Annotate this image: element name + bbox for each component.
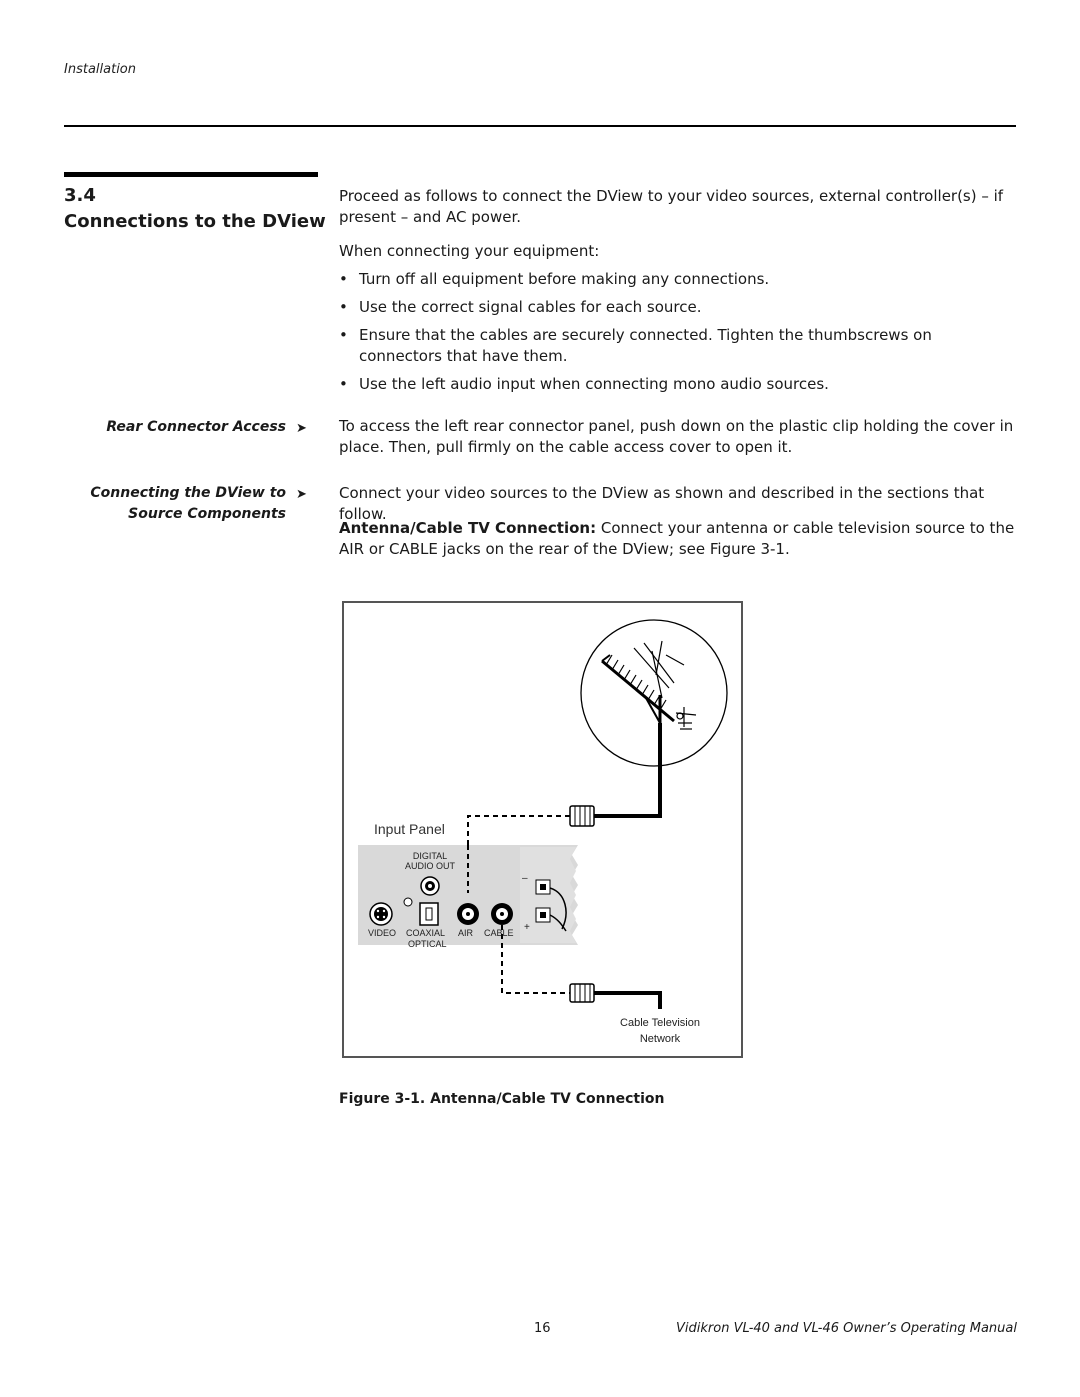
list-item-text: Use the left audio input when connecting mono audio sources.	[359, 375, 829, 393]
section-title: Connections to the DView	[64, 211, 326, 232]
arrow-icon: ➤	[296, 421, 307, 436]
page-number: 16	[534, 1321, 551, 1336]
antenna-text: Connect your antenna or cable television source to the AIR or CABLE jacks on the rear of the DView; see Figure 3-1.	[339, 519, 1015, 558]
bullet-glyph: •	[339, 298, 348, 316]
figure-caption: Figure 3-1. Antenna/Cable TV Connection	[339, 1091, 665, 1107]
rear-access-heading: Rear Connector Access	[106, 419, 286, 435]
section-number: 3.4	[64, 185, 96, 206]
list-item-text: Use the correct signal cables for each source.	[359, 298, 702, 316]
antenna-inset-circle	[581, 620, 727, 766]
header-rule	[64, 125, 1016, 127]
cable-plug-icon	[570, 984, 594, 1002]
air-label: AIR	[458, 928, 474, 938]
audio-out-label: AUDIO OUT	[404, 861, 456, 871]
intro-lead: When connecting your equipment:	[339, 242, 600, 260]
antenna-label: Antenna/Cable TV Connection:	[339, 519, 597, 537]
list-item-text: Ensure that the cables are securely connected. Tighten the thumbscrews on connectors that have them.	[359, 326, 932, 365]
intro-paragraph: Proceed as follows to connect the DView to your video sources, external controller(s) – if present – and AC power.	[339, 187, 1004, 226]
svideo-jack-icon	[370, 903, 392, 925]
coaxial-indicator-icon	[404, 898, 412, 906]
optical-jack-icon	[420, 903, 438, 925]
rear-access-text: To access the left rear connector panel, push down on the plastic clip holding the cover in place. Then, pull firmly on the cable access cover to open it.	[339, 417, 1014, 456]
figure-frame	[342, 601, 743, 1058]
coaxial-label: COAXIAL	[406, 928, 446, 938]
cable-jack-icon	[491, 903, 513, 925]
input-panel-label: Input Panel	[374, 821, 445, 837]
video-label: VIDEO	[368, 928, 397, 938]
header-section-label: Installation	[64, 62, 137, 77]
antenna-cable-diagram	[344, 603, 741, 1056]
bullet-glyph: •	[339, 270, 348, 288]
minus-label: –	[522, 873, 528, 884]
antenna-plug-icon	[570, 806, 594, 826]
air-jack-icon	[457, 903, 479, 925]
network-cable	[594, 993, 660, 1009]
section-bar	[64, 172, 318, 177]
arrow-icon: ➤	[296, 487, 307, 502]
network-label-line2: Network	[639, 1033, 681, 1045]
plus-label: +	[524, 922, 530, 933]
bullet-glyph: •	[339, 326, 348, 344]
source-components-heading-line2: Source Components	[128, 506, 286, 522]
list-item-text: Turn off all equipment before making any connections.	[359, 270, 770, 288]
source-components-text: Connect your video sources to the DView as shown and described in the sections that follow.	[339, 484, 985, 523]
network-label-line1: Cable Television	[620, 1017, 700, 1029]
source-components-heading-line1: Connecting the DView to	[90, 485, 286, 501]
digital-label: DIGITAL	[412, 851, 448, 861]
cable-label: CABLE	[484, 928, 514, 938]
manual-title: Vidikron VL-40 and VL-46 Owner’s Operating Manual	[676, 1321, 1017, 1336]
digital-audio-jack-icon	[421, 877, 439, 895]
antenna-paragraph	[339, 518, 1019, 560]
optical-label: OPTICAL	[408, 939, 447, 949]
bullet-glyph: •	[339, 375, 348, 393]
